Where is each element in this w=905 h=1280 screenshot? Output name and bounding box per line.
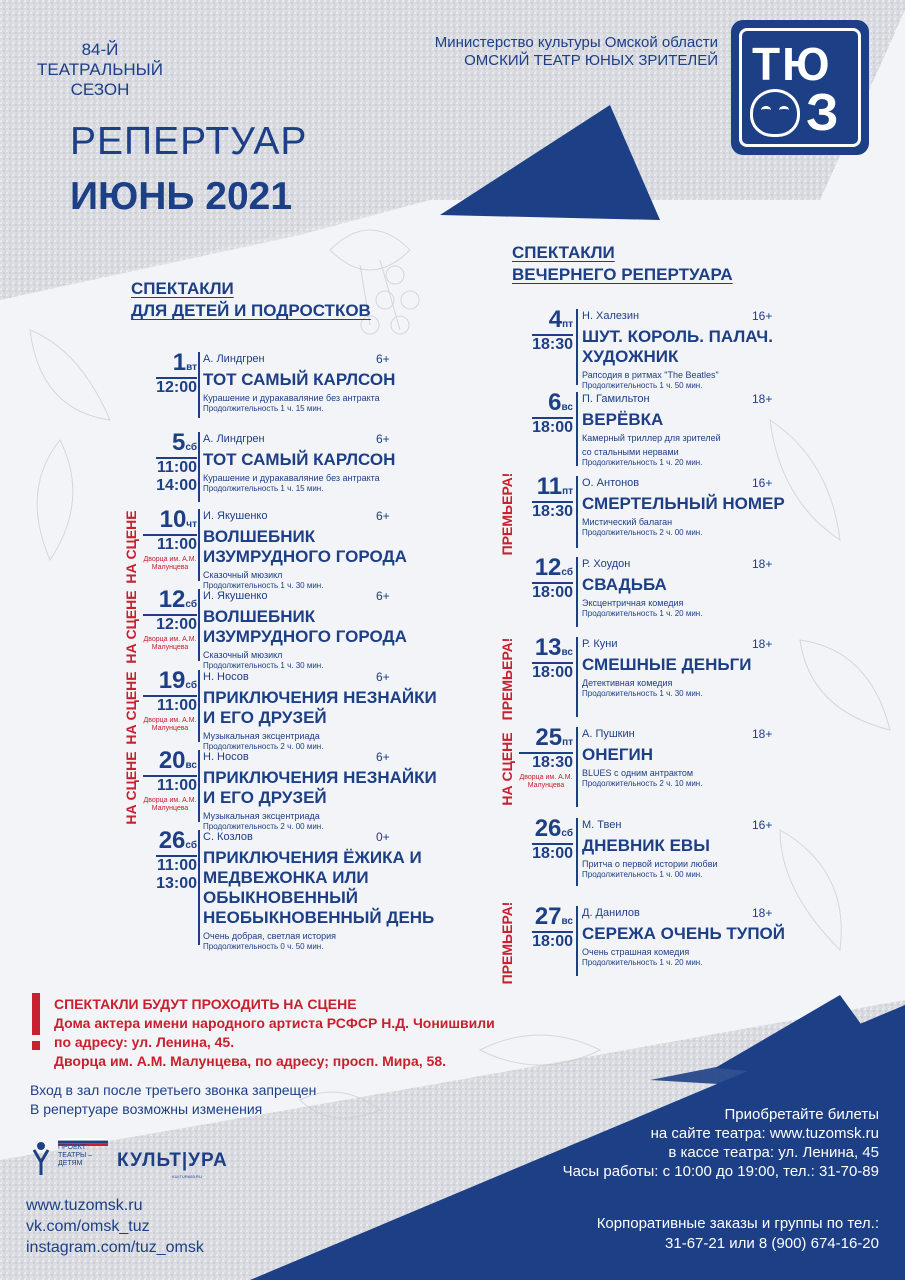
event-title <box>582 924 785 944</box>
event-weekday: сб <box>185 680 197 691</box>
event-description: Притча о первой истории любви <box>582 859 718 869</box>
event-description: Очень страшная комедия <box>582 947 690 957</box>
event-times <box>143 775 197 795</box>
event-description: Очень добрая, светлая история <box>203 931 337 941</box>
event-day-line <box>156 429 197 456</box>
event-description: Эксцентричная комедия <box>582 598 684 608</box>
event-weekday: вс <box>561 402 573 413</box>
event-author: П. Гамильтон <box>582 393 650 405</box>
season-line: 84-Й <box>81 40 119 59</box>
notice-line: СПЕКТАКЛИ БУДУТ ПРОХОДИТЬ НА СЦЕНЕ <box>54 996 357 1012</box>
logo-frame <box>739 28 861 147</box>
event-time: 18:00 <box>532 584 573 601</box>
tickets-line: Приобретайте билеты <box>724 1106 879 1123</box>
event-duration: Продолжительность 2 ч. 00 мин. <box>582 528 703 537</box>
event-weekday: сб <box>561 828 573 839</box>
event-times <box>532 843 573 863</box>
age-rating-badge: 6+ <box>376 352 390 366</box>
age-rating-badge: 18+ <box>752 906 773 920</box>
heading-line: СПЕКТАКЛИ <box>131 279 234 298</box>
season-label <box>30 40 170 100</box>
event-title-line: ВОЛШЕБНИК <box>203 607 316 626</box>
age-rating-badge: 18+ <box>752 637 773 651</box>
event-duration: Продолжительность 1 ч. 20 мин. <box>582 609 703 618</box>
event-description: Камерный триллер для зрителей <box>582 433 721 443</box>
event-info <box>203 670 437 752</box>
event-times <box>532 931 573 951</box>
heading-line: ВЕЧЕРНЕГО РЕПЕРТУАРА <box>512 265 733 284</box>
event-day-line <box>532 634 573 661</box>
event-weekday: сб <box>185 442 197 453</box>
event-time: 18:30 <box>532 336 573 353</box>
event-divider <box>198 830 200 945</box>
event-date <box>532 554 573 602</box>
event-divider <box>576 557 578 627</box>
event-duration: Продолжительность 1 ч. 30 мин. <box>203 661 324 670</box>
event-duration: Продолжительность 1 ч. 00 мин. <box>582 870 703 879</box>
event-duration: Продолжительность 0 ч. 50 мин. <box>203 942 324 951</box>
rule-line: Вход в зал после третьего звонка запрещен <box>30 1082 317 1098</box>
event-title-line: ИЗУМРУДНОГО ГОРОДА <box>203 547 407 566</box>
event-venue: Дворца им. А.М. Малунцева <box>143 717 197 732</box>
season-line: СЕЗОН <box>70 80 130 99</box>
culture-site: KULTURA55.RU <box>172 1174 202 1179</box>
event-venue: Дворца им. А.М. Малунцева <box>519 774 573 789</box>
event-duration: Продолжительность 1 ч. 30 мин. <box>203 581 324 590</box>
event-times <box>532 501 573 521</box>
age-rating-badge: 18+ <box>752 557 773 571</box>
project-label <box>58 1144 92 1168</box>
event-divider <box>198 750 200 822</box>
project-line: ТЕАТРЫ – <box>58 1152 93 1159</box>
event-time: 18:30 <box>532 754 573 771</box>
event-title <box>203 848 434 928</box>
event-divider <box>198 352 200 418</box>
event-day-line <box>532 815 573 842</box>
event-weekday: вс <box>561 916 573 927</box>
event-date <box>532 306 573 354</box>
event-venue: Дворца им. А.М. Малунцева <box>143 636 197 651</box>
age-rating-badge: 18+ <box>752 392 773 406</box>
event-description: Музыкальная эксцентриада <box>203 811 320 821</box>
event-times <box>519 752 573 772</box>
event-title-line: ДНЕВНИК ЕВЫ <box>582 836 710 855</box>
event-title-line: НЕОБЫКНОВЕННЫЙ ДЕНЬ <box>203 908 435 927</box>
event-title <box>203 607 407 647</box>
event-title <box>203 688 437 728</box>
event-title-line: ОБЫКНОВЕННЫЙ <box>203 888 358 907</box>
heading-line: ДЛЯ ДЕТЕЙ И ПОДРОСТКОВ <box>131 301 371 320</box>
event-title <box>203 527 407 567</box>
website-link[interactable]: www.tuzomsk.ru <box>26 1197 143 1214</box>
event-day-line <box>156 827 197 854</box>
logo-text-bottom: З <box>806 84 839 142</box>
event-description: Сказочный мюзикл <box>203 570 283 580</box>
age-rating-badge: 6+ <box>376 589 390 603</box>
event-day: 13 <box>534 634 562 661</box>
event-divider <box>198 432 200 502</box>
event-day: 12 <box>158 586 186 613</box>
corporate-info <box>597 1214 879 1254</box>
event-author: М. Твен <box>582 819 622 831</box>
age-rating-badge: 6+ <box>376 750 390 764</box>
age-rating-badge: 18+ <box>752 727 773 741</box>
premiere-label: ПРЕМЬЕРА! <box>499 637 515 721</box>
event-description: BLUES с одним антрактом <box>582 768 694 778</box>
event-title <box>582 494 785 514</box>
event-title-line: И ЕГО ДРУЗЕЙ <box>203 708 327 727</box>
event-info <box>203 352 395 414</box>
venue-notice <box>54 995 495 1071</box>
theatre-name: ОМСКИЙ ТЕАТР ЮНЫХ ЗРИТЕЛЕЙ <box>464 52 718 69</box>
event-divider <box>198 509 200 581</box>
event-description: Курашение и дуракаваляние без антракта <box>203 393 380 403</box>
exclamation-icon <box>28 993 44 1053</box>
event-author: Н. Носов <box>203 751 249 763</box>
event-duration: Продолжительность 2 ч. 00 мин. <box>203 742 324 751</box>
event-weekday: пт <box>562 319 573 330</box>
event-duration: Продолжительность 2 ч. 00 мин. <box>203 822 324 831</box>
stage-label: НА СЦЕНЕ <box>123 751 139 825</box>
kids-section-heading <box>131 278 371 322</box>
event-day-line <box>532 473 573 500</box>
event-title <box>582 836 718 856</box>
event-duration: Продолжительность 1 ч. 20 мин. <box>582 958 703 967</box>
event-divider <box>576 392 578 466</box>
stage-label: НА СЦЕНЕ <box>123 671 139 745</box>
event-day: 4 <box>548 306 563 333</box>
event-description: со стальными нервами <box>582 447 679 457</box>
event-day-line <box>532 903 573 930</box>
event-title-line: И ЕГО ДРУЗЕЙ <box>203 788 327 807</box>
event-author: Р. Куни <box>582 638 618 650</box>
tickets-line: Часы работы: с 10:00 до 19:00, тел.: 31-70-89 <box>562 1163 879 1180</box>
project-line: ДЕТЯМ <box>58 1160 83 1167</box>
event-times <box>143 614 197 634</box>
ministry-name: Министерство культуры Омской области <box>434 34 718 51</box>
event-title-line: ХУДОЖНИК <box>582 347 679 366</box>
event-weekday: сб <box>561 567 573 578</box>
logo-text-top: ТЮ <box>752 38 832 90</box>
event-time: 12:00 <box>156 379 197 396</box>
page-title: РЕПЕРТУАР <box>70 120 308 163</box>
tickets-line: в кассе театра: ул. Ленина, 45 <box>668 1144 879 1161</box>
event-duration: Продолжительность 1 ч. 20 мин. <box>582 458 703 467</box>
event-title <box>582 745 702 765</box>
event-author: А. Линдгрен <box>203 433 265 445</box>
event-times <box>143 534 197 554</box>
event-date <box>143 506 197 572</box>
event-duration: Продолжительность 1 ч. 50 мин. <box>582 381 703 390</box>
event-info <box>582 818 718 880</box>
event-date <box>143 586 197 652</box>
corporate-line: Корпоративные заказы и группы по тел.: <box>596 1215 879 1232</box>
premiere-label: ПРЕМЬЕРА! <box>499 901 515 985</box>
person-flag-icon <box>32 1140 50 1176</box>
event-time: 18:00 <box>532 845 573 862</box>
event-title <box>582 575 702 595</box>
age-rating-badge: 16+ <box>752 309 773 323</box>
event-divider <box>576 906 578 976</box>
event-day-line <box>532 306 573 333</box>
page-subtitle-month: ИЮНЬ 2021 <box>70 175 293 218</box>
event-times <box>156 377 197 397</box>
event-author: А. Пушкин <box>582 728 635 740</box>
event-author: И. Якушенко <box>203 510 268 522</box>
event-description: Музыкальная эксцентриада <box>203 731 320 741</box>
event-day: 27 <box>534 903 562 930</box>
event-day: 11 <box>536 473 563 500</box>
event-day-line <box>143 506 197 533</box>
event-divider <box>576 309 578 385</box>
event-duration: Продолжительность 1 ч. 15 мин. <box>203 404 324 413</box>
event-description: Курашение и дуракаваляние без антракта <box>203 473 380 483</box>
age-rating-badge: 6+ <box>376 509 390 523</box>
event-author: С. Козлов <box>203 831 253 843</box>
event-date <box>532 473 573 521</box>
event-day-line <box>532 554 573 581</box>
event-divider <box>576 818 578 886</box>
event-description: Мистический балаган <box>582 517 673 527</box>
contact-links <box>26 1195 204 1258</box>
event-info <box>582 309 773 391</box>
event-info <box>582 392 721 468</box>
event-info <box>203 432 395 494</box>
event-title-line: СВАДЬБА <box>582 575 667 594</box>
event-date <box>519 724 573 790</box>
project-line: ПРОЕКТ <box>58 1144 87 1151</box>
event-author: Д. Данилов <box>582 907 640 919</box>
event-weekday: пт <box>562 486 573 497</box>
event-title <box>582 655 751 675</box>
event-time: 18:30 <box>532 503 573 520</box>
event-info <box>582 557 702 619</box>
event-venue: Дворца им. А.М. Малунцева <box>143 556 197 571</box>
event-date <box>143 667 197 733</box>
event-time: 12:00 <box>156 616 197 633</box>
age-rating-badge: 6+ <box>376 670 390 684</box>
theatre-mask-icon <box>750 89 800 137</box>
event-day: 6 <box>548 389 562 416</box>
event-date <box>156 349 197 397</box>
event-times <box>532 582 573 602</box>
stage-label: НА СЦЕНЕ <box>123 590 139 664</box>
event-weekday: чт <box>186 519 197 530</box>
event-title <box>582 410 721 430</box>
event-day-line <box>156 349 197 376</box>
event-title-line: ВЕРЁВКА <box>582 410 664 429</box>
event-duration: Продолжительность 2 ч. 10 мин. <box>582 779 703 788</box>
event-title-line: ПРИКЛЮЧЕНИЯ НЕЗНАЙКИ <box>203 768 437 787</box>
event-divider <box>576 637 578 717</box>
event-day: 25 <box>535 724 563 751</box>
event-title-line: СМЕШНЫЕ ДЕНЬГИ <box>582 655 752 674</box>
event-times <box>156 855 197 893</box>
event-author: Р. Хоудон <box>582 558 631 570</box>
event-weekday: сб <box>185 840 197 851</box>
age-rating-badge: 16+ <box>752 818 773 832</box>
event-times <box>143 695 197 715</box>
event-weekday: вт <box>186 362 197 373</box>
partner-logos <box>32 1138 232 1180</box>
event-time: 18:00 <box>532 933 573 950</box>
event-title-line: МЕДВЕЖОНКА ИЛИ <box>203 868 369 887</box>
event-time: 11:00 <box>156 857 197 874</box>
event-info <box>582 727 702 789</box>
notice-line: Дворца им. А.М. Малунцева, по адресу; просп. Мира, 58. <box>54 1053 446 1069</box>
age-rating-badge: 0+ <box>376 830 390 844</box>
event-weekday: вс <box>185 760 197 771</box>
event-weekday: сб <box>185 599 197 610</box>
event-date <box>143 747 197 813</box>
premiere-label: ПРЕМЬЕРА! <box>499 472 515 556</box>
event-day: 26 <box>534 815 562 842</box>
event-time: 11:00 <box>156 459 197 476</box>
theatre-logo <box>731 20 869 155</box>
instagram-link[interactable]: instagram.com/tuz_omsk <box>26 1239 204 1256</box>
tickets-info <box>563 1105 879 1181</box>
event-duration: Продолжительность 1 ч. 15 мин. <box>203 484 324 493</box>
event-date <box>156 429 197 495</box>
event-day: 20 <box>158 747 186 774</box>
event-title-line: ИЗУМРУДНОГО ГОРОДА <box>203 627 407 646</box>
vk-link[interactable]: vk.com/omsk_tuz <box>26 1218 150 1235</box>
event-info <box>203 750 437 832</box>
event-day: 26 <box>158 827 186 854</box>
event-description: Детективная комедия <box>582 678 673 688</box>
event-duration: Продолжительность 1 ч. 30 мин. <box>582 689 703 698</box>
stage-label: НА СЦЕНЕ <box>123 510 139 584</box>
event-day-line <box>532 389 573 416</box>
event-title <box>203 370 395 390</box>
event-date <box>532 634 573 682</box>
event-time: 13:00 <box>156 875 197 892</box>
event-title-line: ТОТ САМЫЙ КАРЛСОН <box>203 450 396 469</box>
event-times <box>532 334 573 354</box>
event-author: И. Якушенко <box>203 590 268 602</box>
event-date <box>532 815 573 863</box>
event-title-line: ОНЕГИН <box>582 745 653 764</box>
event-title-line: ТОТ САМЫЙ КАРЛСОН <box>203 370 396 389</box>
event-description: Рапсодия в ритмах "The Beatles" <box>582 370 719 380</box>
event-divider <box>576 476 578 548</box>
event-day: 1 <box>172 349 187 376</box>
event-times <box>532 662 573 682</box>
organization-block <box>435 34 718 70</box>
event-date <box>156 827 197 893</box>
event-author: А. Линдгрен <box>203 353 265 365</box>
event-title-line: СЕРЕЖА ОЧЕНЬ ТУПОЙ <box>582 924 786 943</box>
event-times <box>532 417 573 437</box>
event-day: 5 <box>172 429 186 456</box>
event-time: 14:00 <box>156 477 197 494</box>
event-date <box>532 389 573 437</box>
event-time: 18:00 <box>532 419 573 436</box>
corporate-line: 31-67-21 или 8 (900) 674-16-20 <box>665 1235 879 1252</box>
heading-line: СПЕКТАКЛИ <box>512 243 615 262</box>
event-time: 11:00 <box>156 697 197 714</box>
notice-line: по адресу: ул. Ленина, 45. <box>54 1034 235 1050</box>
event-day-line <box>519 724 573 751</box>
season-line: ТЕАТРАЛЬНЫЙ <box>37 60 163 79</box>
event-title-line: ШУТ. КОРОЛЬ. ПАЛАЧ. <box>582 327 773 346</box>
culture-logo-text: КУЛЬТ|УРА <box>117 1150 228 1171</box>
event-weekday: пт <box>562 737 573 748</box>
notice-line: Дома актера имени народного артиста РСФСР Н.Д. Чонишвили <box>54 1015 495 1031</box>
age-rating-badge: 16+ <box>752 476 773 490</box>
rules-text <box>30 1081 316 1119</box>
event-date <box>532 903 573 951</box>
evening-section-heading <box>512 242 733 286</box>
event-divider <box>198 589 200 661</box>
event-day: 19 <box>158 667 186 694</box>
stage-label: НА СЦЕНЕ <box>499 732 515 806</box>
event-day-line <box>143 586 197 613</box>
event-time: 18:00 <box>532 664 573 681</box>
event-time: 11:00 <box>156 536 197 553</box>
event-venue: Дворца им. А.М. Малунцева <box>143 797 197 812</box>
event-day-line <box>143 747 197 774</box>
event-title-line: ПРИКЛЮЧЕНИЯ НЕЗНАЙКИ <box>203 688 437 707</box>
event-info <box>203 830 434 952</box>
event-divider <box>198 670 200 742</box>
event-title <box>203 450 395 470</box>
tickets-line: на сайте театра: www.tuzomsk.ru <box>650 1125 879 1142</box>
event-author: О. Антонов <box>582 477 640 489</box>
event-time: 11:00 <box>156 777 197 794</box>
event-weekday: вс <box>561 647 573 658</box>
event-divider <box>576 727 578 807</box>
event-info <box>582 637 751 699</box>
rule-line: В репертуаре возможны изменения <box>30 1101 263 1117</box>
event-title-line: ПРИКЛЮЧЕНИЯ ЁЖИКА И <box>203 848 422 867</box>
event-day: 10 <box>159 506 187 533</box>
event-title <box>582 327 773 367</box>
event-title-line: СМЕРТЕЛЬНЫЙ НОМЕР <box>582 494 785 513</box>
event-day-line <box>143 667 197 694</box>
event-title-line: ВОЛШЕБНИК <box>203 527 316 546</box>
age-rating-badge: 6+ <box>376 432 390 446</box>
event-author: Н. Носов <box>203 671 249 683</box>
event-day: 12 <box>534 554 562 581</box>
event-times <box>156 457 197 495</box>
event-title <box>203 768 437 808</box>
event-author: Н. Халезин <box>582 310 640 322</box>
event-description: Сказочный мюзикл <box>203 650 283 660</box>
